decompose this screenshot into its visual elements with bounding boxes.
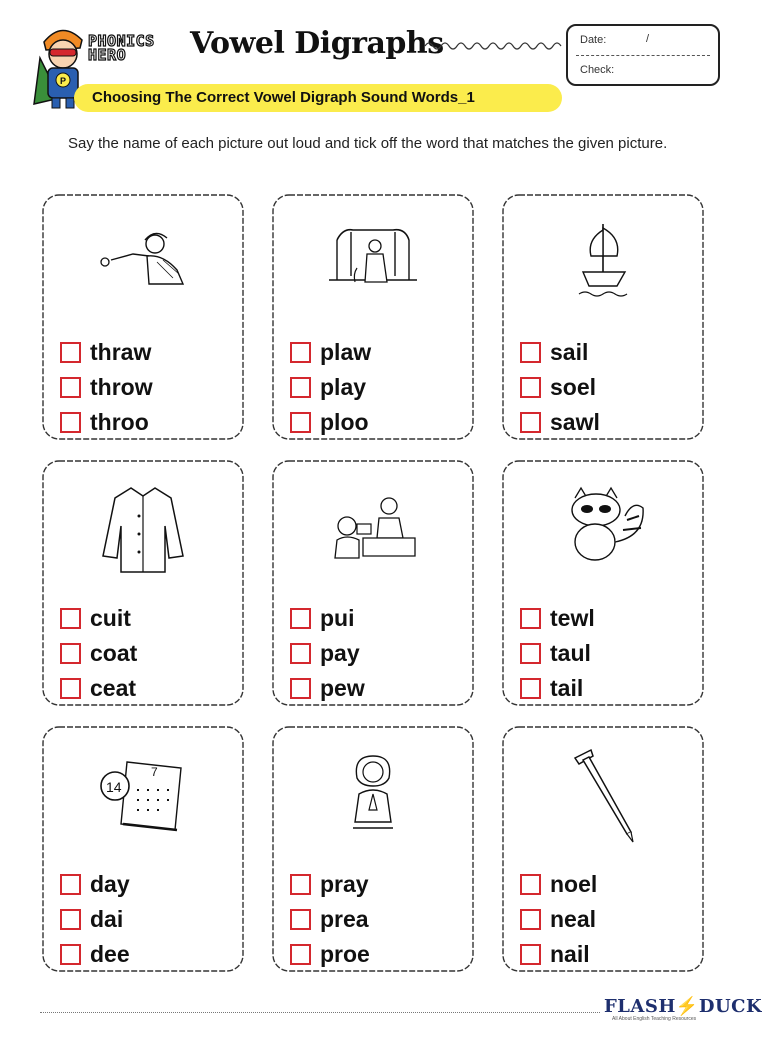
checkbox[interactable] bbox=[520, 678, 541, 699]
word-card-3 bbox=[500, 192, 706, 442]
calendar-month-number: 7 bbox=[151, 765, 158, 779]
option-row[interactable] bbox=[290, 905, 369, 933]
option-word: proe bbox=[320, 940, 370, 967]
check-label: Check: bbox=[580, 64, 615, 76]
checkbox[interactable] bbox=[60, 944, 81, 965]
svg-text:P: P bbox=[60, 76, 67, 86]
instructions-text: Say the name of each picture out loud and tick off the word that matches the given picture. bbox=[68, 135, 668, 152]
option-word: dai bbox=[90, 905, 124, 932]
coat-icon bbox=[93, 476, 193, 576]
option-row[interactable] bbox=[60, 905, 123, 933]
option-row[interactable] bbox=[60, 408, 149, 436]
option-word: neal bbox=[550, 905, 597, 932]
raccoon-tail-icon bbox=[553, 476, 653, 576]
checkbox[interactable] bbox=[290, 909, 311, 930]
phonics-hero-logo: PHONICS HERO bbox=[88, 32, 155, 64]
word-card-6 bbox=[500, 458, 706, 708]
checkbox[interactable] bbox=[520, 412, 541, 433]
option-word: cuit bbox=[90, 604, 131, 631]
option-word: tewl bbox=[550, 604, 595, 631]
option-row[interactable] bbox=[520, 639, 591, 667]
checkbox[interactable] bbox=[520, 608, 541, 629]
checkbox[interactable] bbox=[520, 342, 541, 363]
option-word: throo bbox=[90, 408, 149, 435]
checkbox[interactable] bbox=[60, 608, 81, 629]
checkbox[interactable] bbox=[520, 874, 541, 895]
flash-duck-logo bbox=[604, 996, 762, 1017]
checkbox[interactable] bbox=[520, 909, 541, 930]
worksheet-header bbox=[0, 0, 748, 120]
option-row[interactable] bbox=[520, 338, 588, 366]
wavy-divider-icon bbox=[425, 40, 565, 52]
word-card-1 bbox=[40, 192, 246, 442]
option-row[interactable] bbox=[60, 373, 153, 401]
option-word: plaw bbox=[320, 338, 372, 365]
option-word: sawl bbox=[550, 408, 600, 435]
word-card-8 bbox=[270, 724, 476, 974]
checkbox[interactable] bbox=[290, 377, 311, 398]
logo-text-right: DUCK bbox=[698, 996, 762, 1017]
option-row[interactable] bbox=[520, 905, 596, 933]
calendar-icon bbox=[93, 742, 193, 842]
checkbox[interactable] bbox=[520, 377, 541, 398]
sailing-ship-icon bbox=[553, 210, 653, 310]
checkbox[interactable] bbox=[60, 377, 81, 398]
option-row[interactable] bbox=[60, 338, 151, 366]
checkbox[interactable] bbox=[520, 643, 541, 664]
checkbox[interactable] bbox=[290, 874, 311, 895]
date-label: Date: bbox=[580, 34, 607, 46]
option-word: day bbox=[90, 870, 130, 897]
checkbox[interactable] bbox=[290, 678, 311, 699]
logo-text-left: FLASH bbox=[604, 996, 676, 1017]
option-word: dee bbox=[90, 940, 130, 967]
option-word: play bbox=[320, 373, 367, 400]
option-word: coat bbox=[90, 639, 138, 666]
checkbox[interactable] bbox=[290, 412, 311, 433]
option-row[interactable] bbox=[520, 674, 583, 702]
checkbox[interactable] bbox=[60, 412, 81, 433]
option-word: soel bbox=[550, 373, 597, 400]
option-row[interactable] bbox=[520, 408, 600, 436]
option-row[interactable] bbox=[290, 408, 369, 436]
checkbox[interactable] bbox=[60, 678, 81, 699]
checkbox[interactable] bbox=[60, 874, 81, 895]
option-row[interactable] bbox=[290, 870, 369, 898]
word-card-9 bbox=[500, 724, 706, 974]
worksheet-subtitle: Choosing The Correct Vowel Digraph Sound Words_1 bbox=[92, 89, 475, 106]
option-row[interactable] bbox=[520, 373, 596, 401]
option-row[interactable] bbox=[60, 604, 131, 632]
option-word: ploo bbox=[320, 408, 369, 435]
date-divider bbox=[576, 55, 710, 56]
option-word: sail bbox=[550, 338, 589, 365]
calendar-day-number: 14 bbox=[106, 779, 122, 795]
option-row[interactable] bbox=[60, 639, 137, 667]
checkbox[interactable] bbox=[60, 342, 81, 363]
logo-tagline: All About English Teaching Resources bbox=[612, 1016, 697, 1022]
option-row[interactable] bbox=[60, 940, 130, 968]
word-card-2 bbox=[270, 192, 476, 442]
option-word: thraw bbox=[90, 338, 152, 365]
checkbox[interactable] bbox=[290, 944, 311, 965]
checkbox[interactable] bbox=[520, 944, 541, 965]
option-word: tail bbox=[550, 674, 584, 701]
option-word: noel bbox=[550, 870, 598, 897]
word-card-5 bbox=[270, 458, 476, 708]
option-row[interactable] bbox=[520, 940, 590, 968]
option-row[interactable] bbox=[290, 674, 365, 702]
date-check-box[interactable] bbox=[566, 24, 720, 86]
stage-play-icon bbox=[323, 210, 423, 310]
option-word: throw bbox=[90, 373, 153, 400]
word-card-4 bbox=[40, 458, 246, 708]
lightning-bolt-icon: ⚡ bbox=[675, 996, 699, 1017]
option-word: pray bbox=[320, 870, 369, 897]
page-title: Vowel Digraphs bbox=[190, 26, 444, 61]
option-word: pui bbox=[320, 604, 355, 631]
option-row[interactable] bbox=[60, 674, 136, 702]
paying-cashier-icon bbox=[323, 476, 423, 576]
checkbox[interactable] bbox=[290, 643, 311, 664]
option-word: taul bbox=[550, 639, 591, 666]
nail-icon bbox=[553, 742, 653, 842]
option-row[interactable] bbox=[520, 604, 595, 632]
option-row[interactable] bbox=[520, 870, 597, 898]
option-row[interactable] bbox=[290, 338, 371, 366]
word-card-7 bbox=[40, 724, 246, 974]
date-separator: / bbox=[646, 33, 650, 45]
option-row[interactable] bbox=[290, 604, 355, 632]
option-row[interactable] bbox=[290, 639, 360, 667]
footer-divider bbox=[40, 1012, 600, 1013]
option-row[interactable] bbox=[290, 940, 370, 968]
checkbox[interactable] bbox=[290, 608, 311, 629]
option-row[interactable] bbox=[60, 870, 130, 898]
praying-girl-icon bbox=[323, 742, 423, 842]
option-row[interactable] bbox=[290, 373, 366, 401]
option-word: pew bbox=[320, 674, 365, 701]
option-word: nail bbox=[550, 940, 590, 967]
option-word: pay bbox=[320, 639, 360, 666]
option-word: prea bbox=[320, 905, 369, 932]
throwing-ball-icon bbox=[93, 210, 193, 310]
option-word: ceat bbox=[90, 674, 137, 701]
checkbox[interactable] bbox=[60, 643, 81, 664]
checkbox[interactable] bbox=[290, 342, 311, 363]
checkbox[interactable] bbox=[60, 909, 81, 930]
